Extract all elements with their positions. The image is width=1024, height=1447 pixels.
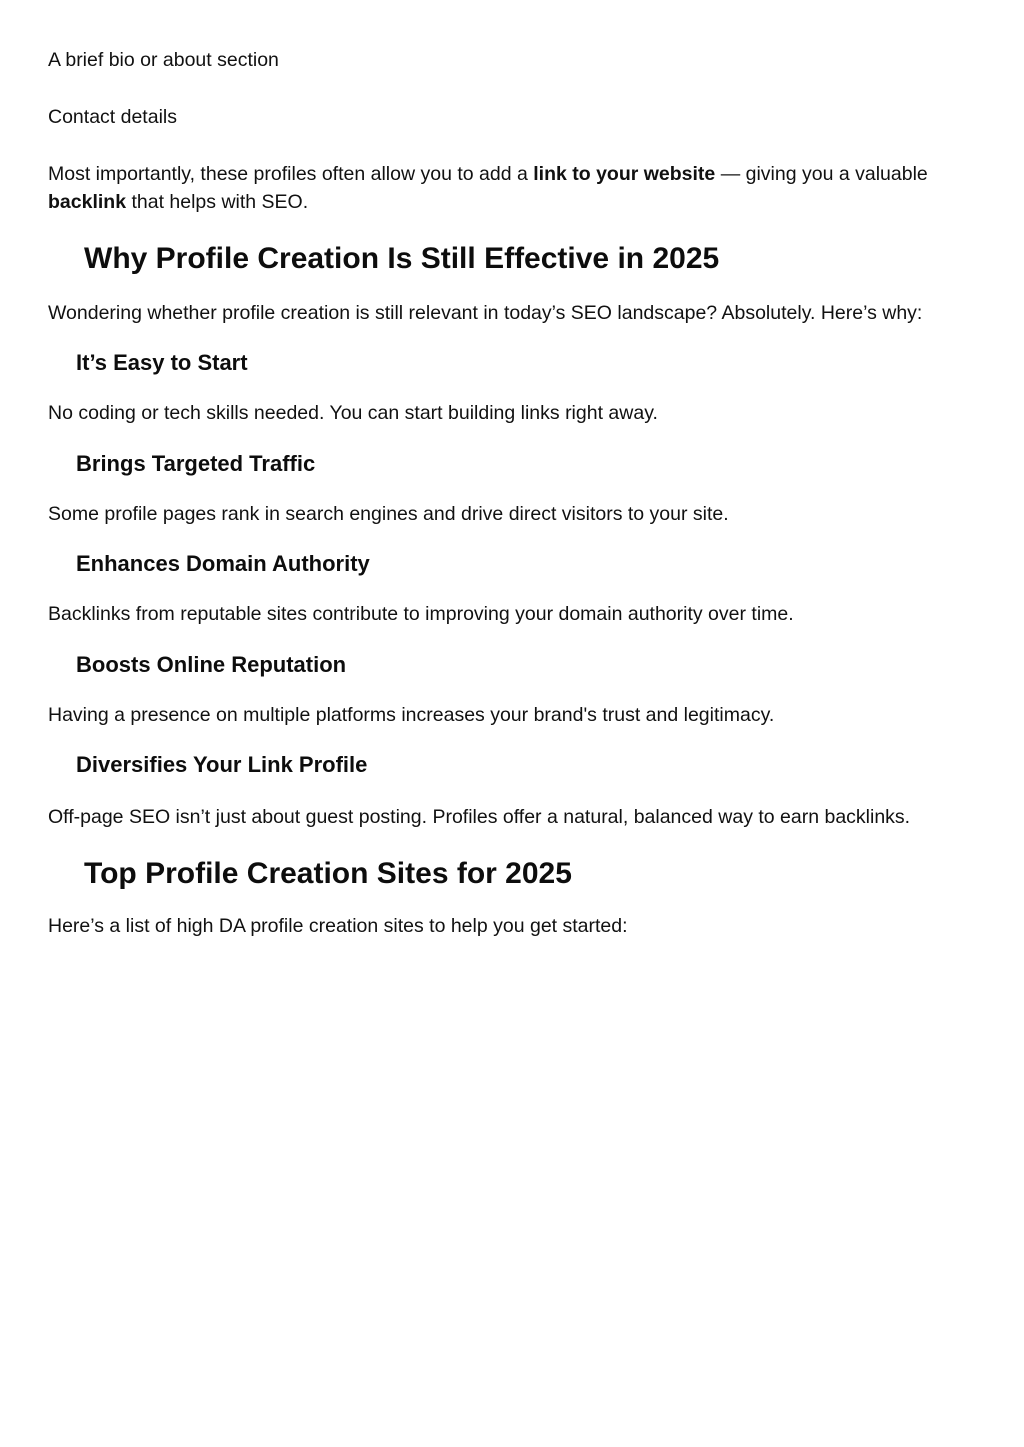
- paragraph-online-reputation: Having a presence on multiple platforms increases your brand's trust and legitimacy.: [48, 704, 775, 726]
- paragraph-domain-authority: Backlinks from reputable sites contribute to improving your domain authority over time.: [48, 603, 794, 625]
- heading-top-profile-sites: Top Profile Creation Sites for 2025: [84, 857, 572, 890]
- subheading-online-reputation: Boosts Online Reputation: [76, 652, 347, 677]
- list-item-contact: Contact details: [48, 106, 177, 128]
- subheading-targeted-traffic: Brings Targeted Traffic: [76, 451, 316, 476]
- why-intro-paragraph: Wondering whether profile creation is still relevant in today’s SEO landscape? Absolutely. Here’s why:: [48, 302, 923, 324]
- intro-bold-backlink: backlink: [48, 191, 127, 213]
- heading-why-profile-creation: Why Profile Creation Is Still Effective in 2025: [84, 242, 720, 275]
- top-sites-intro-paragraph: Here’s a list of high DA profile creation sites to help you get started:: [48, 915, 628, 937]
- intro-text-2: — giving you a valuable: [715, 163, 928, 185]
- subheading-link-profile: Diversifies Your Link Profile: [76, 752, 368, 777]
- paragraph-easy-to-start: No coding or tech skills needed. You can start building links right away.: [48, 402, 658, 424]
- intro-text-3: that helps with SEO.: [126, 191, 309, 213]
- paragraph-targeted-traffic: Some profile pages rank in search engines and drive direct visitors to your site.: [48, 503, 729, 525]
- intro-text-1: Most importantly, these profiles often allow you to add a: [48, 163, 534, 185]
- intro-paragraph: [48, 160, 978, 216]
- list-item-bio: A brief bio or about section: [48, 49, 279, 71]
- paragraph-link-profile: Off-page SEO isn’t just about guest posting. Profiles offer a natural, balanced way to earn backlinks.: [48, 806, 911, 828]
- intro-bold-link: link to your website: [533, 163, 716, 185]
- subheading-easy-to-start: It’s Easy to Start: [76, 350, 248, 375]
- subheading-domain-authority: Enhances Domain Authority: [76, 551, 370, 576]
